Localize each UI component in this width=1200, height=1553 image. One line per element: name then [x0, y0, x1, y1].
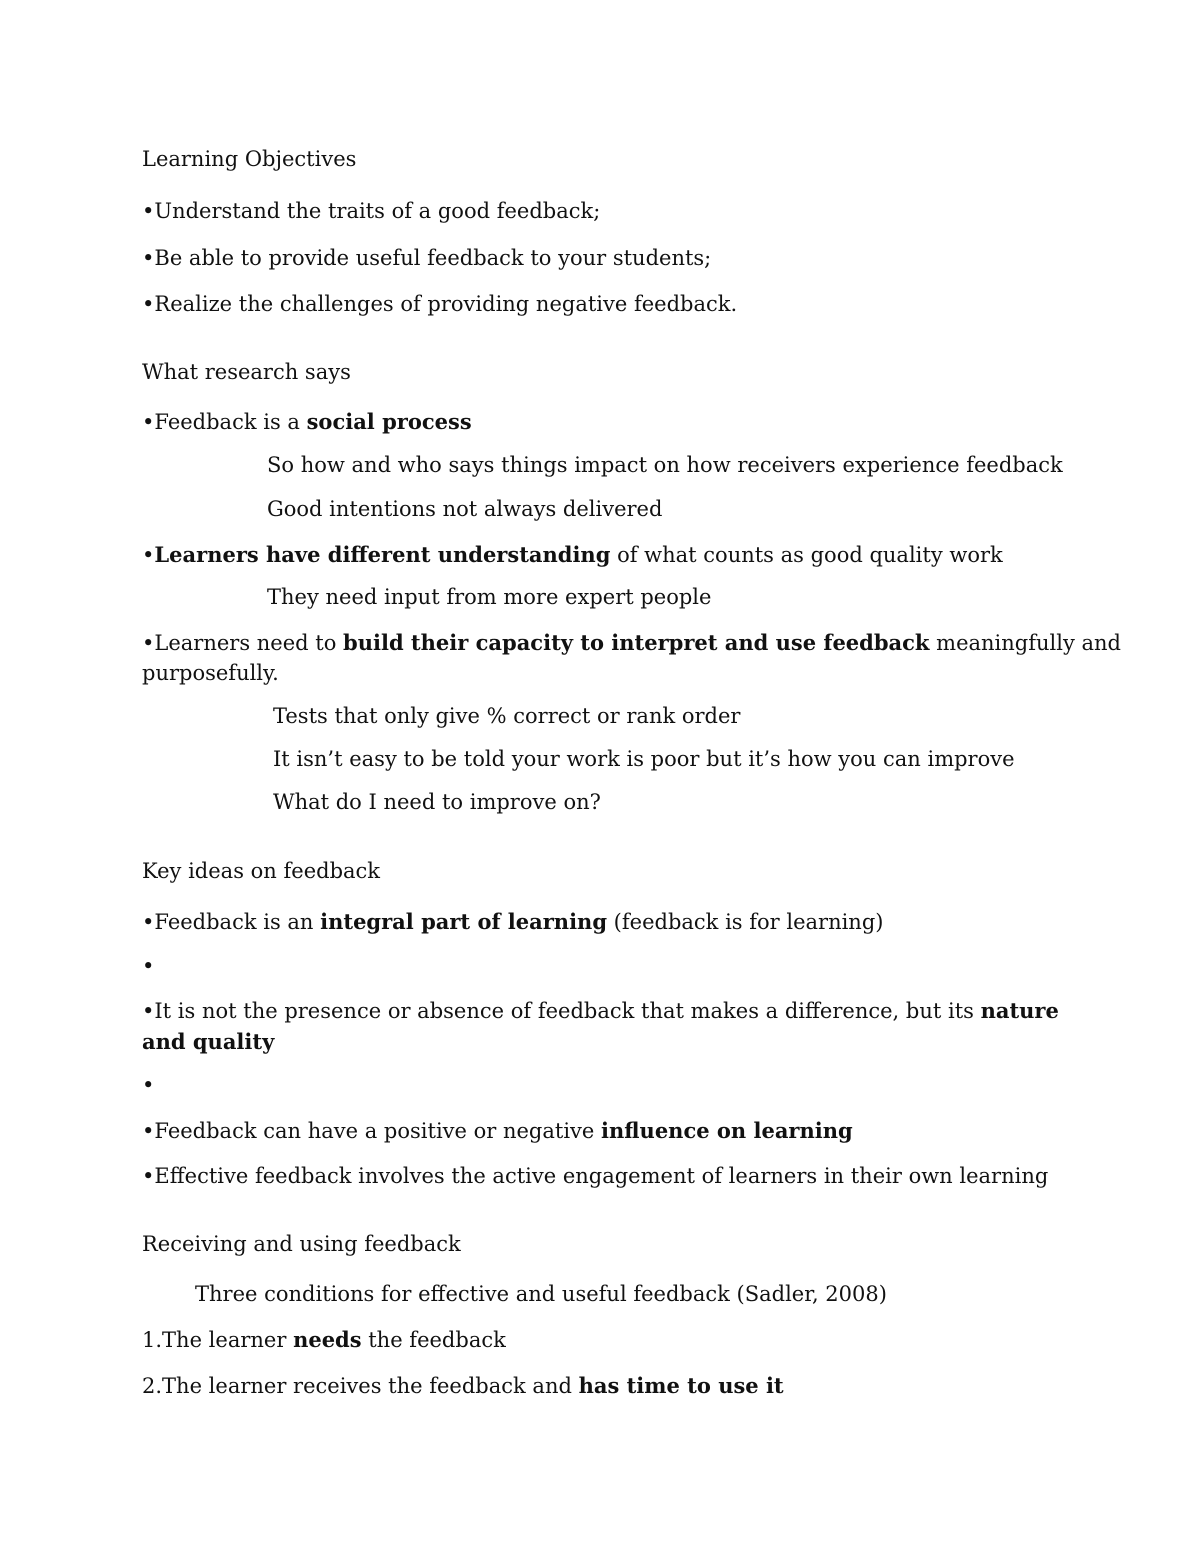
research-bullet — [142, 411, 472, 433]
bullet-text: Learners need to — [154, 631, 344, 655]
bold-text: social process — [306, 409, 472, 434]
research-subpoint: They need input from more expert people — [267, 585, 712, 609]
receiving-intro: Three conditions for effective and useful feedback (Sadler, 2008) — [195, 1282, 887, 1306]
objective-item — [142, 248, 711, 269]
heading-key-ideas: Key ideas on feedback — [142, 859, 381, 883]
bold-text: build their capacity to interpret and use feedback — [343, 630, 930, 655]
research-subpoint: Tests that only give % correct or rank order — [273, 704, 741, 728]
objective-item — [142, 294, 737, 315]
heading-learning-objectives: Learning Objectives — [142, 147, 357, 171]
condition-number: 1. — [142, 1328, 163, 1352]
condition-text: The learner — [162, 1328, 294, 1352]
key-idea-bullet — [142, 1166, 1048, 1187]
bold-text: needs — [293, 1327, 362, 1352]
key-idea-bullet — [142, 911, 883, 933]
research-subpoint: So how and who says things impact on how receivers experience feedback — [267, 453, 1063, 477]
key-idea-bullet-empty — [142, 956, 154, 977]
condition-text: the feedback — [361, 1328, 506, 1352]
bullet-text: Effective feedback involves the active engagement of learners in their own learning — [154, 1164, 1049, 1188]
research-subpoint: It isn’t easy to be told your work is poor but it’s how you can improve — [273, 747, 1015, 771]
research-bullet — [142, 544, 1003, 566]
bullet-text: meaningfully and — [929, 631, 1121, 655]
bullet-text: of what counts as good quality work — [610, 543, 1003, 567]
objective-text: Realize the challenges of providing negative feedback. — [154, 292, 738, 316]
condition-item — [142, 1375, 784, 1397]
bullet-text: Feedback is an — [154, 910, 321, 934]
bullet-icon: • — [142, 910, 155, 934]
key-idea-bullet-empty — [142, 1075, 154, 1096]
objective-item — [142, 201, 600, 222]
heading-what-research-says: What research says — [142, 360, 351, 384]
heading-receiving-feedback: Receiving and using feedback — [142, 1232, 461, 1256]
bold-text: Learners have different understanding — [154, 542, 611, 567]
research-bullet-continuation: purposefully. — [142, 661, 279, 685]
bullet-icon: • — [142, 999, 155, 1023]
research-subpoint: Good intentions not always delivered — [267, 497, 663, 521]
condition-item — [142, 1329, 506, 1351]
bullet-icon: • — [142, 954, 155, 978]
research-bullet — [142, 632, 1121, 654]
key-idea-bullet — [142, 1120, 853, 1142]
bold-text: has time to use it — [578, 1373, 784, 1398]
bullet-icon: • — [142, 1073, 155, 1097]
bullet-text: Feedback can have a positive or negative — [154, 1119, 602, 1143]
bullet-icon: • — [142, 246, 155, 270]
condition-text: The learner receives the feedback and — [162, 1374, 579, 1398]
bold-text: nature — [980, 998, 1059, 1023]
bullet-icon: • — [142, 410, 155, 434]
bullet-text: Feedback is a — [154, 410, 307, 434]
bullet-icon: • — [142, 292, 155, 316]
key-idea-bullet-continuation: and quality — [142, 1029, 275, 1054]
objective-text: Understand the traits of a good feedback; — [154, 199, 601, 223]
research-subpoint: What do I need to improve on? — [273, 790, 601, 814]
bullet-icon: • — [142, 631, 155, 655]
bullet-icon: • — [142, 199, 155, 223]
key-idea-bullet — [142, 1000, 1059, 1022]
bullet-icon: • — [142, 1164, 155, 1188]
condition-number: 2. — [142, 1374, 163, 1398]
bold-text: integral part of learning — [320, 909, 607, 934]
bold-text: influence on learning — [601, 1118, 853, 1143]
bullet-icon: • — [142, 543, 155, 567]
bullet-icon: • — [142, 1119, 155, 1143]
bullet-text: (feedback is for learning) — [607, 910, 884, 934]
objective-text: Be able to provide useful feedback to your students; — [154, 246, 712, 270]
bullet-text: It is not the presence or absence of feedback that makes a difference, but its — [154, 999, 981, 1023]
